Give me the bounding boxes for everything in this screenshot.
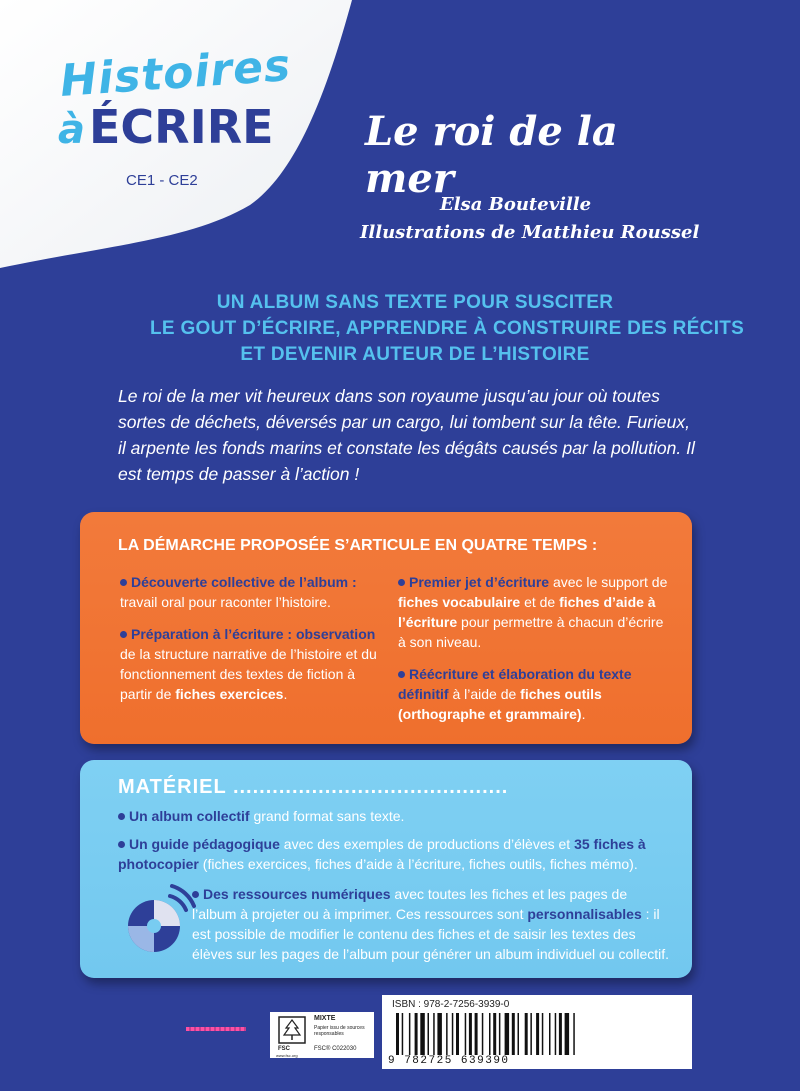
bullet-icon	[398, 671, 405, 678]
bullet-icon	[118, 841, 125, 848]
material-item-text: grand format sans texte.	[253, 808, 405, 824]
fsc-site: www.fsc.org	[276, 1053, 298, 1058]
barcode-bar	[475, 1013, 478, 1055]
approach-step	[398, 572, 670, 652]
barcode-bar	[428, 1013, 430, 1055]
step-text-end: pour permettre à chacun d’écrire à son niveau.	[398, 614, 664, 650]
step-text-end: .	[283, 686, 288, 702]
tagline	[150, 290, 745, 368]
barcode-bar	[465, 1013, 467, 1055]
barcode-bar	[402, 1013, 404, 1055]
material-item-text: avec des exemples de productions d’élèves et	[283, 836, 571, 852]
approach-step	[398, 664, 670, 724]
approach-heading: LA DÉMARCHE PROPOSÉE S’ARTICULE EN QUATRE TEMPS :	[118, 537, 598, 554]
series-name-line2	[58, 100, 274, 154]
barcode-bar	[433, 1013, 435, 1055]
barcode-bars	[396, 1013, 666, 1055]
barcode-bar	[542, 1013, 544, 1055]
material-item-text: avec toutes les fiches et les pages de l’album à projeter ou à imprimer. Ces ressources sont	[192, 886, 628, 922]
barcode-bar	[499, 1013, 501, 1055]
step-text: de la structure narrative de l’histoire et du fonctionnement des textes de fiction à partir de	[120, 646, 377, 702]
barcode-bar	[446, 1013, 448, 1055]
barcode-bar	[530, 1013, 532, 1055]
approach-step	[120, 572, 382, 612]
barcode-bar	[437, 1013, 442, 1055]
tagline-line: LE GOUT D’ÉCRIRE, APPRENDRE À CONSTRUIRE DES RÉCITS	[150, 318, 745, 339]
step-keyword: fiches d’aide à l’écriture	[398, 594, 656, 630]
material-item-title: Un album collectif	[129, 808, 250, 824]
barcode-bar	[525, 1013, 528, 1055]
isbn: ISBN : 978-2-7256-3939-0	[392, 999, 510, 1010]
book-title: Le roi de la mer	[365, 108, 618, 202]
material-item-title: Des ressources numériques	[203, 886, 391, 902]
barcode-bar	[452, 1013, 454, 1055]
approach-right-column	[398, 572, 670, 736]
material-item-keyword: 35 fiches à photocopier	[118, 836, 646, 872]
barcode-bar	[505, 1013, 510, 1055]
fsc-code: FSC® C022030	[314, 1046, 357, 1052]
barcode-bar	[469, 1013, 472, 1055]
grade-level: CE1 - CE2	[126, 172, 198, 189]
barcode-bar	[555, 1013, 557, 1055]
series-name-line1: Histoires	[58, 39, 293, 108]
tagline-line: ET DEVENIR AUTEUR DE L’HISTOIRE	[240, 344, 590, 365]
color-strip	[186, 1027, 246, 1031]
barcode-bar	[396, 1013, 399, 1055]
material-panel	[80, 760, 692, 978]
material-item-keyword: personnalisables	[527, 906, 642, 922]
barcode-bar	[549, 1013, 551, 1055]
material-item-title: Un guide pédagogique	[129, 836, 280, 852]
step-keyword: observation	[295, 626, 376, 642]
step-keyword: fiches exercices	[175, 686, 284, 702]
series-main-word: ÉCRIRE	[89, 100, 274, 154]
material-heading	[118, 776, 508, 799]
barcode-bar	[409, 1013, 411, 1055]
approach-step	[120, 624, 382, 704]
material-item	[192, 884, 672, 964]
fsc-tree-icon	[278, 1016, 306, 1044]
step-title: Découverte collective de l’album :	[131, 574, 357, 590]
barcode-bar	[420, 1013, 425, 1055]
barcode-bar	[415, 1013, 418, 1055]
fsc-mixte: MIXTE	[314, 1015, 336, 1022]
step-keyword: fiches outils (orthographe et grammaire)	[398, 686, 602, 722]
series-prefix: à	[58, 107, 85, 153]
material-item-text-end: (fiches exercices, fiches d’aide à l’écriture, fiches outils, fiches mémo).	[202, 856, 638, 872]
story-summary: Le roi de la mer vit heureux dans son royaume jusqu’au jour où toutes sortes de déchets, déversés par un cargo, lui tombent sur la tête. Furieux, il arpente les fonds marins et constate les dégâts causés par la pollution. Il est temps de passer à l’action !	[118, 386, 695, 484]
step-text: et de	[524, 594, 556, 610]
fsc-acronym: FSC	[278, 1046, 290, 1052]
material-heading-text: MATÉRIEL	[118, 776, 227, 798]
fsc-label	[270, 1012, 374, 1058]
material-heading-dots: ..........................................	[232, 776, 509, 798]
barcode-bar	[559, 1013, 562, 1055]
barcode-number: 9 782725 639390	[388, 1055, 510, 1067]
illustrator-credit: Illustrations de Matthieu Roussel	[360, 222, 700, 243]
step-title: Premier jet d’écriture	[409, 574, 550, 590]
barcode-bar	[482, 1013, 484, 1055]
step-title: Réécriture et élaboration du texte définitif	[398, 666, 632, 702]
step-text: travail oral pour raconter l’histoire.	[120, 594, 331, 610]
barcode-bar	[456, 1013, 459, 1055]
fsc-text: Papier issu de sources responsables	[314, 1025, 365, 1037]
tagline-line: UN ALBUM SANS TEXTE POUR SUSCITER	[216, 292, 614, 313]
bullet-icon	[120, 579, 127, 586]
bullet-icon	[398, 579, 405, 586]
barcode-bar	[512, 1013, 515, 1055]
approach-left-column	[120, 572, 382, 716]
material-item	[118, 806, 678, 826]
bullet-icon	[192, 891, 199, 898]
bullet-icon	[118, 813, 125, 820]
barcode-bar	[493, 1013, 496, 1055]
material-item-text-end: : il est possible de modifier le contenu des fiches et de saisir les textes des élèves sur les pages de l’album pour générer un album individuel ou collectif.	[192, 906, 670, 962]
material-item	[118, 834, 678, 874]
step-text-end: .	[581, 706, 586, 722]
barcode-bar	[518, 1013, 520, 1055]
barcode-bar	[536, 1013, 539, 1055]
barcode-panel	[382, 995, 692, 1069]
step-title: Préparation à l’écriture :	[131, 626, 293, 642]
bullet-icon	[120, 631, 127, 638]
step-keyword: fiches vocabulaire	[398, 594, 521, 610]
barcode-bar	[573, 1013, 575, 1055]
barcode-bar	[565, 1013, 570, 1055]
step-text: à l’aide de	[452, 686, 517, 702]
step-text: avec le support de	[552, 574, 668, 590]
digital-resources-icon	[120, 880, 196, 956]
approach-panel	[80, 512, 692, 744]
author-name: Elsa Bouteville	[440, 194, 592, 215]
barcode-bar	[489, 1013, 491, 1055]
